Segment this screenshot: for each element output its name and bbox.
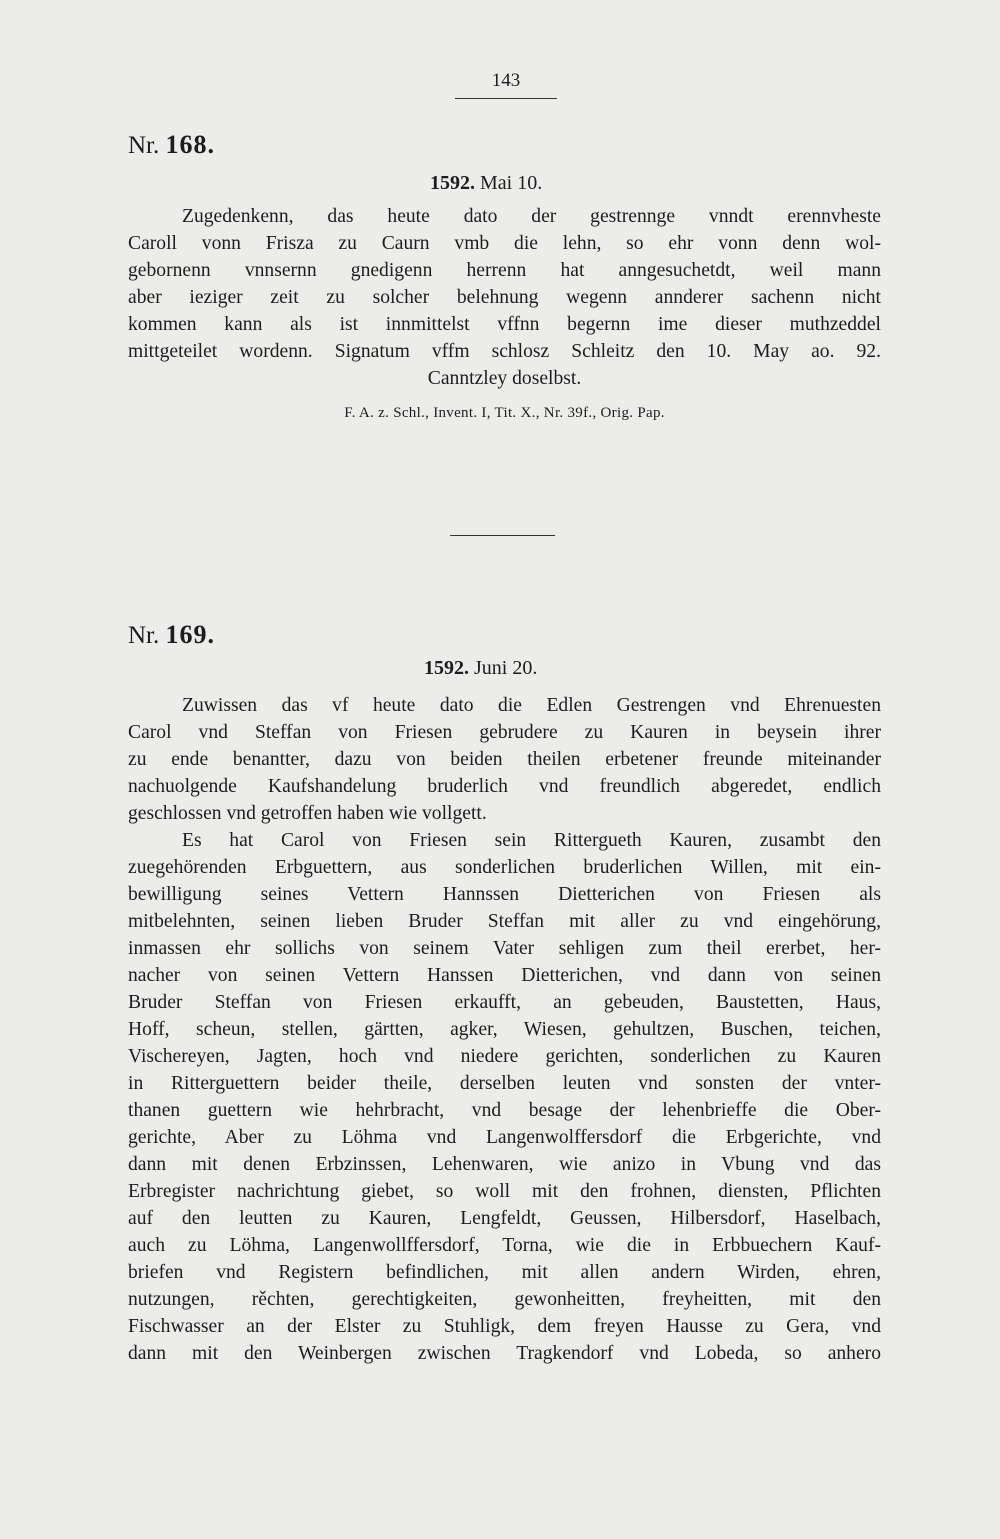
text-line: nutzungen, rěchten, gerechtigkeiten, gewonheitten, freyheitten, mit den xyxy=(128,1289,881,1310)
document-168-date xyxy=(430,172,542,195)
text-line: Zuwissen das vf heute dato die Edlen Gestrengen vnd Ehrenuesten xyxy=(182,695,881,716)
document-168-heading xyxy=(128,130,215,160)
text-line: dann mit den Weinbergen zwischen Tragkendorf vnd Lobeda, so anhero xyxy=(128,1343,881,1364)
date-day: Juni 20. xyxy=(474,657,538,679)
text-line: zu ende benantter, dazu von beiden theilen erbetener freunde miteinander xyxy=(128,749,881,770)
text-line: geschlossen vnd getroffen haben wie vollgett. xyxy=(128,803,487,824)
text-line: nachuolgende Kaufshandelung bruderlich vnd freundlich abgeredet, endlich xyxy=(128,776,881,797)
text-line: Vischereyen, Jagten, hoch vnd niedere gerichten, sonderlichen zu Kauren xyxy=(128,1046,881,1067)
date-day: Mai 10. xyxy=(480,172,543,194)
document-169-body xyxy=(128,692,881,1367)
page-number: 143 xyxy=(455,70,557,99)
text-line: inmassen ehr sollichs von seinem Vater sehligen zum theil ererbet, her- xyxy=(128,938,881,959)
text-line: gebornenn vnnsernn gnedigenn herrenn hat anngesuchetdt, weil mann xyxy=(128,260,881,281)
text-line: auf den leutten zu Kauren, Lengfeldt, Geussen, Hilbersdorf, Haselbach, xyxy=(128,1208,881,1229)
text-line: in Ritterguettern beider theile, derselben leuten vnd sonsten der vnter- xyxy=(128,1073,881,1094)
text-line: nacher von seinen Vettern Hanssen Dietterichen, vnd dann von seinen xyxy=(128,965,881,986)
document-169-date xyxy=(424,657,537,680)
date-year: 1592. xyxy=(424,657,469,679)
nr-number: 168. xyxy=(165,130,215,159)
text-line: Es hat Carol von Friesen sein Rittergueth Kauren, zusambt den xyxy=(182,830,881,851)
section-divider xyxy=(450,535,555,536)
text-line: dann mit denen Erbzinssen, Lehenwaren, wie anizo in Vbung vnd das xyxy=(128,1154,881,1175)
date-year: 1592. xyxy=(430,172,475,194)
text-line: mittgeteilet wordenn. Signatum vffm schlosz Schleitz den 10. May ao. 92. xyxy=(128,341,881,362)
signature-line: Canntzley doselbst. xyxy=(427,368,582,389)
text-line: Hoff, scheun, stellen, gärtten, agker, Wiesen, gehultzen, Buschen, teichen, xyxy=(128,1019,881,1040)
text-line: aber ieziger zeit zu solcher belehnung wegenn annderer sachenn nicht xyxy=(128,287,881,308)
text-line: Bruder Steffan von Friesen erkaufft, an gebeuden, Baustetten, Haus, xyxy=(128,992,881,1013)
nr-prefix: Nr. xyxy=(128,622,160,649)
nr-number: 169. xyxy=(165,620,215,649)
nr-prefix: Nr. xyxy=(128,132,160,159)
text-line: briefen vnd Registern befindlichen, mit allen andern Wirden, ehren, xyxy=(128,1262,881,1283)
text-line: Carol vnd Steffan von Friesen gebrudere zu Kauren in beysein ihrer xyxy=(128,722,881,743)
text-line: zuegehörenden Erbguettern, aus sonderlichen bruderlichen Willen, mit ein- xyxy=(128,857,881,878)
text-line: Fischwasser an der Elster zu Stuhligk, dem freyen Hausse zu Gera, vnd xyxy=(128,1316,881,1337)
document-169-heading xyxy=(128,620,215,650)
text-line: Zugedenkenn, das heute dato der gestrennge vnndt erennvheste xyxy=(182,206,881,227)
text-line: bewilligung seines Vettern Hannssen Dietterichen von Friesen als xyxy=(128,884,881,905)
source-reference: F. A. z. Schl., Invent. I, Tit. X., Nr. 39f., Orig. Pap. xyxy=(344,405,665,421)
text-line: kommen kann als ist innmittelst vffnn begernn ime dieser muthzeddel xyxy=(128,314,881,335)
document-168-body xyxy=(128,203,881,392)
text-line: auch zu Löhma, Langenwollffersdorf, Torna, wie die in Erbbuechern Kauf- xyxy=(128,1235,881,1256)
text-line: thanen guettern wie hehrbracht, vnd besage der lehenbrieffe die Ober- xyxy=(128,1100,881,1121)
text-line: mitbelehnten, seinen lieben Bruder Steffan mit aller zu vnd eingehörung, xyxy=(128,911,881,932)
text-line: Caroll vonn Frisza zu Caurn vmb die lehn, so ehr vonn denn wol- xyxy=(128,233,881,254)
text-line: Erbregister nachrichtung giebet, so woll mit den frohnen, diensten, Pflichten xyxy=(128,1181,881,1202)
text-line: gerichte, Aber zu Löhma vnd Langenwolffersdorf die Erbgerichte, vnd xyxy=(128,1127,881,1148)
